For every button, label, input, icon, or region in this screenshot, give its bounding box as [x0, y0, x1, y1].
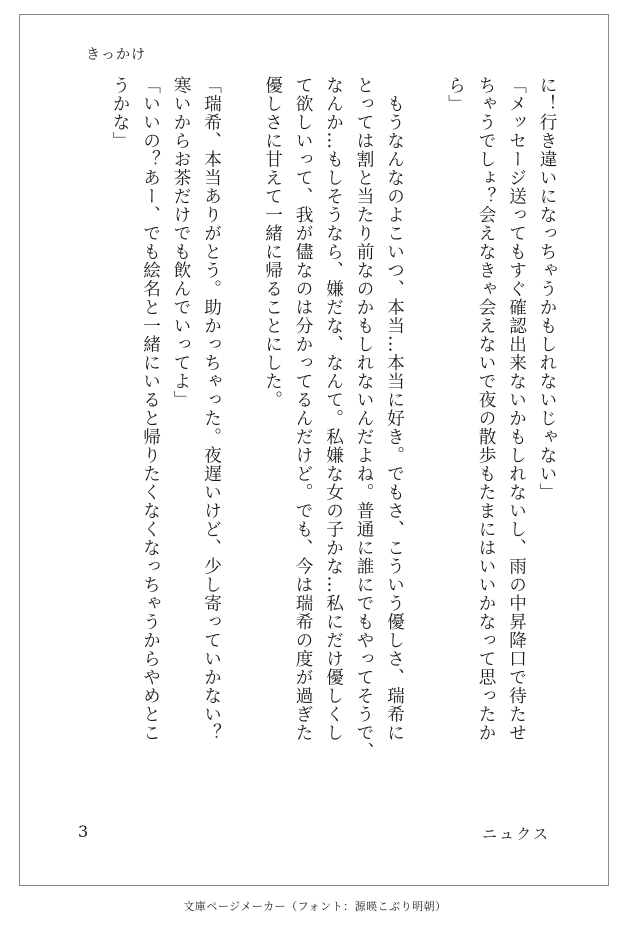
footer-credit: 文庫ページメーカー（フォント：源暎こぶり明朝）	[183, 900, 447, 913]
body-line: に！行き違いになっちゃうかもしれないじゃない」	[537, 76, 557, 502]
body-line: うかな」	[110, 76, 130, 150]
body-line-blank	[227, 76, 258, 816]
body-line: て欲しいって、我が儘なのは分かってるんだけど。でも、今は瑞希の度が過ぎた	[293, 76, 313, 742]
page-number: 3	[78, 822, 89, 841]
body-line: とっては割と当たり前なのかもしれないんだよね。普通に誰にでもやってそうで、	[354, 76, 374, 761]
body-line: なんか…もしそうなら、嫌だな、なんて。私嫌な女の子かな…私にだけ優しくし	[323, 76, 344, 742]
body-text	[105, 76, 563, 816]
body-line: 寒いからお茶だけでも飲んでいってよ」	[171, 76, 191, 409]
body-line: ら」	[445, 76, 466, 113]
chapter-title: きっかけ	[86, 47, 146, 63]
author-name: ニュクス	[482, 825, 550, 843]
body-line: ちゃうでしょ？会えなきゃ会えないで夜の散歩もたまにはいいかなって思ったか	[476, 76, 496, 742]
body-line: 「いいの？あー、でも絵名と一緒にいると帰りたくなくなっちゃうからやめとこ	[140, 76, 161, 742]
body-line: 「メッセージ送ってもすぐ確認出来ないかもしれないし、雨の中昇降口で待たせ	[506, 76, 527, 742]
body-line-blank	[410, 76, 441, 816]
body-line: 優しさに甘えて一緒に帰ることにした。	[262, 76, 283, 409]
body-line: もうなんなのよこいつ、本当…本当に好き。でもさ、こういう優しさ、瑞希に	[384, 76, 405, 742]
body-line: 「瑞希、本当ありがとう。助かっちゃった。夜遅いけど、少し寄っていかない？	[201, 76, 222, 742]
